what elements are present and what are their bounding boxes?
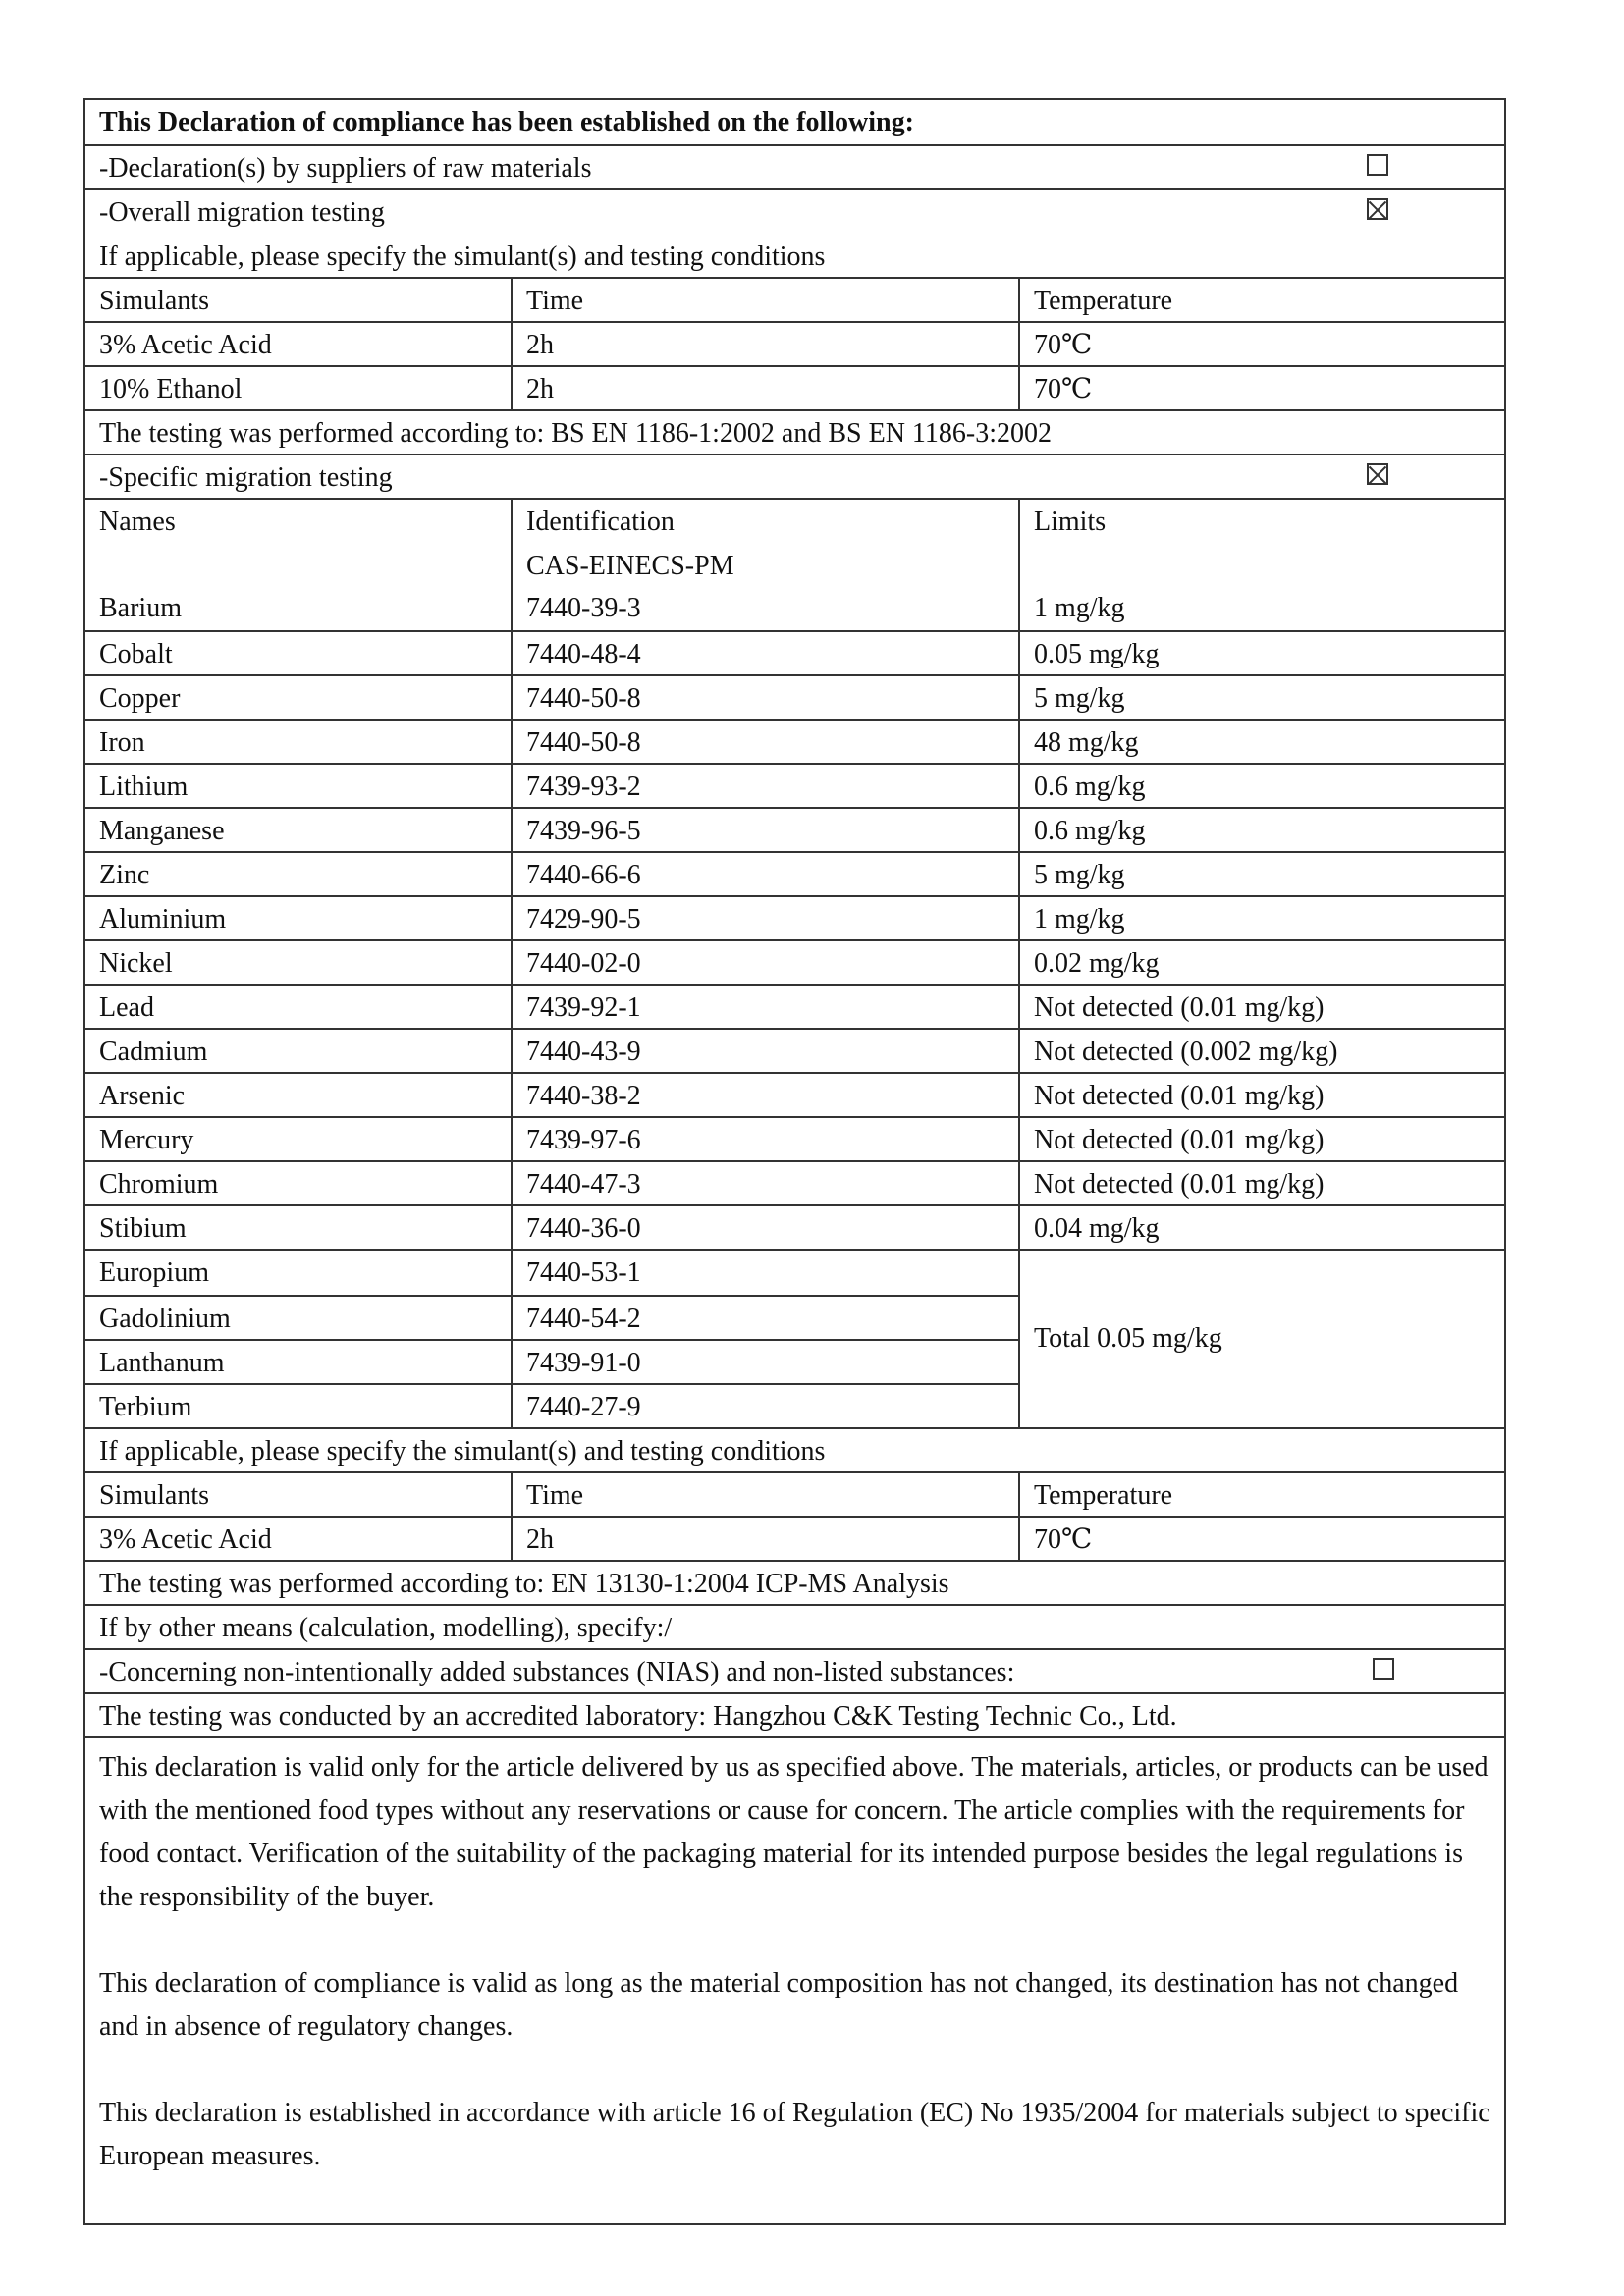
table-row [85,1028,1504,1072]
composition-paragraph: This declaration of compliance is valid as long as the material composition has not changed, its destination has not changed and in absence of regulatory changes. [99,1968,1459,2042]
temp-cell: 70℃ [1034,330,1093,360]
substance-name: Terbium [85,1385,513,1427]
cas-number: 7439-96-5 [513,809,1020,851]
overall-row [85,190,1504,279]
limit-value: Not detected (0.01 mg/kg) [1034,1081,1325,1111]
cas-number: 7440-39-3 [513,586,1020,630]
simulant-cell: 3% Acetic Acid [85,323,513,365]
table-row [85,807,1504,851]
time-header: Time [513,279,1020,321]
substance-name: Cadmium [85,1030,513,1072]
specific-standard: The testing was performed according to: EN 13130-1:2004 ICP-MS Analysis [99,1569,949,1599]
overall-if-applicable: If applicable, please specify the simulant(s) and testing conditions [99,241,826,272]
specific-row [85,455,1504,498]
specific-if-applicable: If applicable, please specify the simulant(s) and testing conditions [99,1436,826,1467]
cas-label: CAS-EINECS-PM [526,551,734,581]
cas-number: 7440-47-3 [513,1162,1020,1204]
table-row [85,1204,1504,1249]
specific-header [85,498,1504,586]
simulants-header: Simulants [85,1473,513,1516]
limit-value: 0.02 mg/kg [1034,948,1160,979]
simulants-header: Simulants [85,279,513,321]
table-row [85,1160,1504,1204]
declaration-table [83,98,1506,2225]
substance-name: Lead [85,986,513,1028]
names-header: Names [85,500,513,586]
limit-value: 0.04 mg/kg [1034,1213,1160,1244]
rare-earth-limit: Total 0.05 mg/kg [1034,1323,1222,1354]
specific-sim-header [85,1471,1504,1516]
table-row [85,895,1504,939]
table-row [85,1516,1504,1560]
table-row [85,321,1504,365]
overall-sim-header [85,277,1504,321]
lab-statement: The testing was conducted by an accredited laboratory: Hangzhou C&K Testing Technic Co., Ltd. [99,1701,1177,1732]
cas-number: 7440-02-0 [513,941,1020,984]
substance-name: Nickel [85,941,513,984]
substance-name: Zinc [85,853,513,895]
validity-paragraph: This declaration is valid only for the article delivered by us as specified above. The materials, articles, or products can be used with the mentioned food types without any reservations or cause for concern. The article complies with the requirements for food contact. Verification of the suitability of the packaging material for its intended purpose besides the legal regulations is the responsibility of the buyer. [99,1752,1489,1912]
nias-row [85,1650,1504,1692]
cas-number: 7440-38-2 [513,1074,1020,1116]
cas-number: 7439-97-6 [513,1118,1020,1160]
regulation-paragraph: This declaration is established in accordance with article 16 of Regulation (EC) No 1935/2004 for materials subject to specific European measures. [99,2098,1490,2171]
time-header: Time [513,1473,1020,1516]
substance-name: Mercury [85,1118,513,1160]
cas-number: 7440-48-4 [513,632,1020,674]
temperature-header: Temperature [1034,286,1173,316]
substance-name: Gadolinium [85,1297,513,1339]
table-row [85,763,1504,807]
simulant-cell: 10% Ethanol [85,367,513,409]
limit-value: Not detected (0.01 mg/kg) [1034,992,1325,1023]
substance-name: Aluminium [85,897,513,939]
cas-number: 7440-43-9 [513,1030,1020,1072]
cas-number: 7440-50-8 [513,676,1020,719]
limit-value: 0.6 mg/kg [1034,816,1146,846]
substance-name: Barium [85,586,513,630]
identification-label: Identification [526,507,675,537]
declaration-header: This Declaration of compliance has been established on the following: [99,107,914,137]
table-row [85,984,1504,1028]
nias-label: -Concerning non-intentionally added substances (NIAS) and non-listed substances: [99,1657,1015,1687]
temp-cell: 70℃ [1034,374,1093,404]
limit-value: 1 mg/kg [1034,904,1125,934]
cas-number: 7440-50-8 [513,721,1020,763]
overall-label: -Overall migration testing [99,197,385,228]
substance-name: Stibium [85,1206,513,1249]
overall-checkbox[interactable] [1367,198,1388,220]
substance-name: Europium [85,1251,513,1295]
limits-header: Limits [1034,507,1107,537]
limit-value: Not detected (0.01 mg/kg) [1034,1169,1325,1200]
table-row [85,1339,1020,1383]
declaration-paragraphs [85,1736,1504,2223]
table-row [85,365,1504,409]
limit-value: Not detected (0.01 mg/kg) [1034,1125,1325,1155]
identification-header [513,500,1020,586]
cas-number: 7440-53-1 [513,1251,1020,1295]
substance-name: Copper [85,676,513,719]
suppliers-checkbox[interactable] [1367,154,1388,176]
limit-value: 0.05 mg/kg [1034,639,1160,669]
cas-number: 7439-93-2 [513,765,1020,807]
table-row [85,719,1504,763]
cas-number: 7439-91-0 [513,1341,1020,1383]
limit-value: 5 mg/kg [1034,860,1125,890]
time-cell: 2h [513,323,1020,365]
table-row [85,851,1504,895]
specific-checkbox[interactable] [1367,463,1388,485]
other-means: If by other means (calculation, modelling), specify:/ [99,1613,673,1643]
table-row [85,1116,1504,1160]
limit-value: 5 mg/kg [1034,683,1125,714]
substance-name: Arsenic [85,1074,513,1116]
substance-name: Manganese [85,809,513,851]
rare-earth-group [85,1249,1504,1427]
substance-name: Lanthanum [85,1341,513,1383]
table-row [85,674,1504,719]
substance-name: Cobalt [85,632,513,674]
cas-number: 7440-36-0 [513,1206,1020,1249]
cas-number: 7429-90-5 [513,897,1020,939]
cas-number: 7440-66-6 [513,853,1020,895]
temperature-header: Temperature [1034,1480,1173,1511]
table-row [85,939,1504,984]
table-row [85,586,1504,630]
time-cell: 2h [513,367,1020,409]
cas-number: 7440-27-9 [513,1385,1020,1427]
substance-name: Lithium [85,765,513,807]
limit-value: 0.6 mg/kg [1034,772,1146,802]
nias-checkbox[interactable] [1373,1658,1394,1680]
limit-value: 48 mg/kg [1034,727,1139,758]
suppliers-label: -Declaration(s) by suppliers of raw materials [99,153,592,184]
suppliers-row [85,146,1504,188]
temp-cell: 70℃ [1034,1524,1093,1555]
limit-value: Not detected (0.002 mg/kg) [1034,1037,1338,1067]
limit-value: 1 mg/kg [1034,593,1125,623]
cas-number: 7440-54-2 [513,1297,1020,1339]
table-row [85,1295,1020,1339]
cas-number: 7439-92-1 [513,986,1020,1028]
table-row [85,1251,1020,1295]
table-row [85,1383,1020,1427]
simulant-cell: 3% Acetic Acid [85,1518,513,1560]
specific-label: -Specific migration testing [99,462,393,493]
table-row [85,630,1504,674]
overall-standard: The testing was performed according to: BS EN 1186-1:2002 and BS EN 1186-3:2002 [99,418,1052,449]
table-row [85,1072,1504,1116]
substance-name: Iron [85,721,513,763]
time-cell: 2h [513,1518,1020,1560]
substance-name: Chromium [85,1162,513,1204]
